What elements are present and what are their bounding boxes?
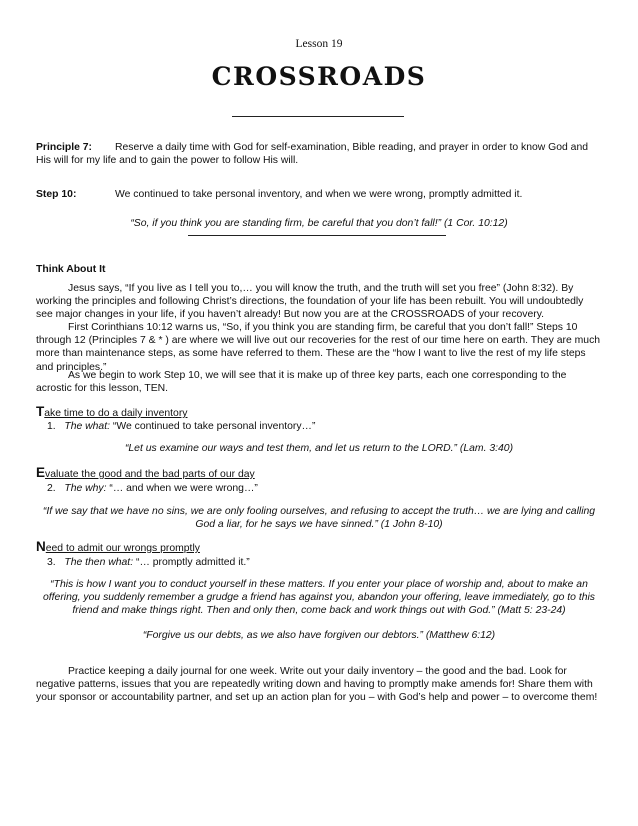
item-text: “We continued to take personal inventory…”: [112, 421, 316, 432]
acrostic-heading-e: [36, 466, 602, 481]
think-paragraph-3: As we begin to work Step 10, we will see that it is make up of three key parts, each one corresponding to the acrostic for this lesson, TEN.: [36, 370, 567, 395]
think-heading: Think About It: [36, 264, 106, 275]
principle-block: [36, 141, 602, 167]
acrostic-heading-t: [36, 405, 602, 420]
step-block: [36, 188, 602, 201]
verse-divider: [188, 235, 446, 236]
acrostic-item-2: [36, 482, 613, 495]
acrostic-text: valuate the good and the bad parts of our day: [45, 469, 255, 480]
item-text: “… and when we were wrong…”: [109, 483, 258, 494]
item-label: The why:: [64, 483, 107, 494]
item-number: 2.: [47, 483, 56, 494]
principle-text: Reserve a daily time with God for self-examination, Bible reading, and prayer in order to know God and His will for my life and to gain the power to follow His will.: [36, 142, 589, 167]
item-label: The then what:: [64, 557, 134, 568]
item-number: 1.: [47, 421, 56, 432]
acrostic-text: eed to admit our wrongs promptly: [45, 543, 200, 554]
acrostic-text: ake time to do a daily inventory: [44, 408, 188, 419]
item-number: 3.: [47, 557, 56, 568]
acrostic-verse-3: “This is how I want you to conduct yourself in these matters. If you enter your place of worship and, about to make an offering, you suddenly remember a grudge a friend has against you, abandon your offering, leave immediately, go to this friend and make things right. Then and only then, come back and work things out with God.” (Matt 5: 23-24): [43, 579, 595, 617]
acrostic-letter: E: [36, 465, 46, 480]
acrostic-letter: T: [36, 404, 45, 419]
think-paragraph-1: Jesus says, “If you live as I tell you to,… you will know the truth, and the truth will set you free” (John 8:32). By working the principles and following Christ’s directions, the foundation of your life has been rebuilt. You will undoubtedly see major changes in your life, if you haven’t already! But now you are at the CROSSROADS of your recovery.: [36, 283, 584, 321]
lesson-number: Lesson 19: [295, 38, 343, 50]
closing-paragraph: Practice keeping a daily journal for one week. Write out your daily inventory – the good and the bad. Look for negative patterns, issues that you are repeatedly writing down and having to promptly make amends for! Share them with your sponsor or accountability partner, and set up an action plan for you – with God’s help and power – to overcome them!: [36, 666, 598, 704]
key-verse: “So, if you think you are standing firm, be careful that you don’t fall!” (1 Cor. 10:12): [130, 218, 508, 229]
step-text: We continued to take personal inventory, and when we were wrong, promptly admitted it.: [115, 189, 523, 200]
step-label: Step 10:: [36, 189, 77, 200]
acrostic-item-3: [36, 556, 613, 569]
item-label: The what:: [64, 421, 110, 432]
acrostic-heading-n: [36, 540, 602, 555]
title-divider: [232, 116, 404, 117]
acrostic-item-1: [36, 420, 613, 433]
principle-label: Principle 7:: [36, 142, 93, 153]
item-text: “… promptly admitted it.”: [135, 557, 250, 568]
acrostic-verse-2: “If we say that we have no sins, we are only fooling ourselves, and refusing to accept the truth… we are lying and calling God a liar, for he says we have sinned.” (1 John 8-10): [42, 506, 596, 531]
acrostic-verse-1: “Let us examine our ways and test them, and let us return to the LORD.” (Lam. 3:40): [124, 443, 514, 454]
closing-verse: “Forgive us our debts, as we also have forgiven our debtors.” (Matthew 6:12): [142, 630, 496, 641]
think-paragraph-2: First Corinthians 10:12 warns us, “So, if you think you are standing firm, be careful that you don’t fall!” Steps 10 through 12 (Principles 7 & * ) are where we will live out our recoveries for the rest of our time here on earth. They are much more than maintenance steps, as some have referred to them. These are the “how I want to live the rest of my life steps and principles.”: [36, 322, 601, 373]
acrostic-letter: N: [36, 539, 46, 554]
page-title: CROSSROADS: [211, 62, 427, 91]
